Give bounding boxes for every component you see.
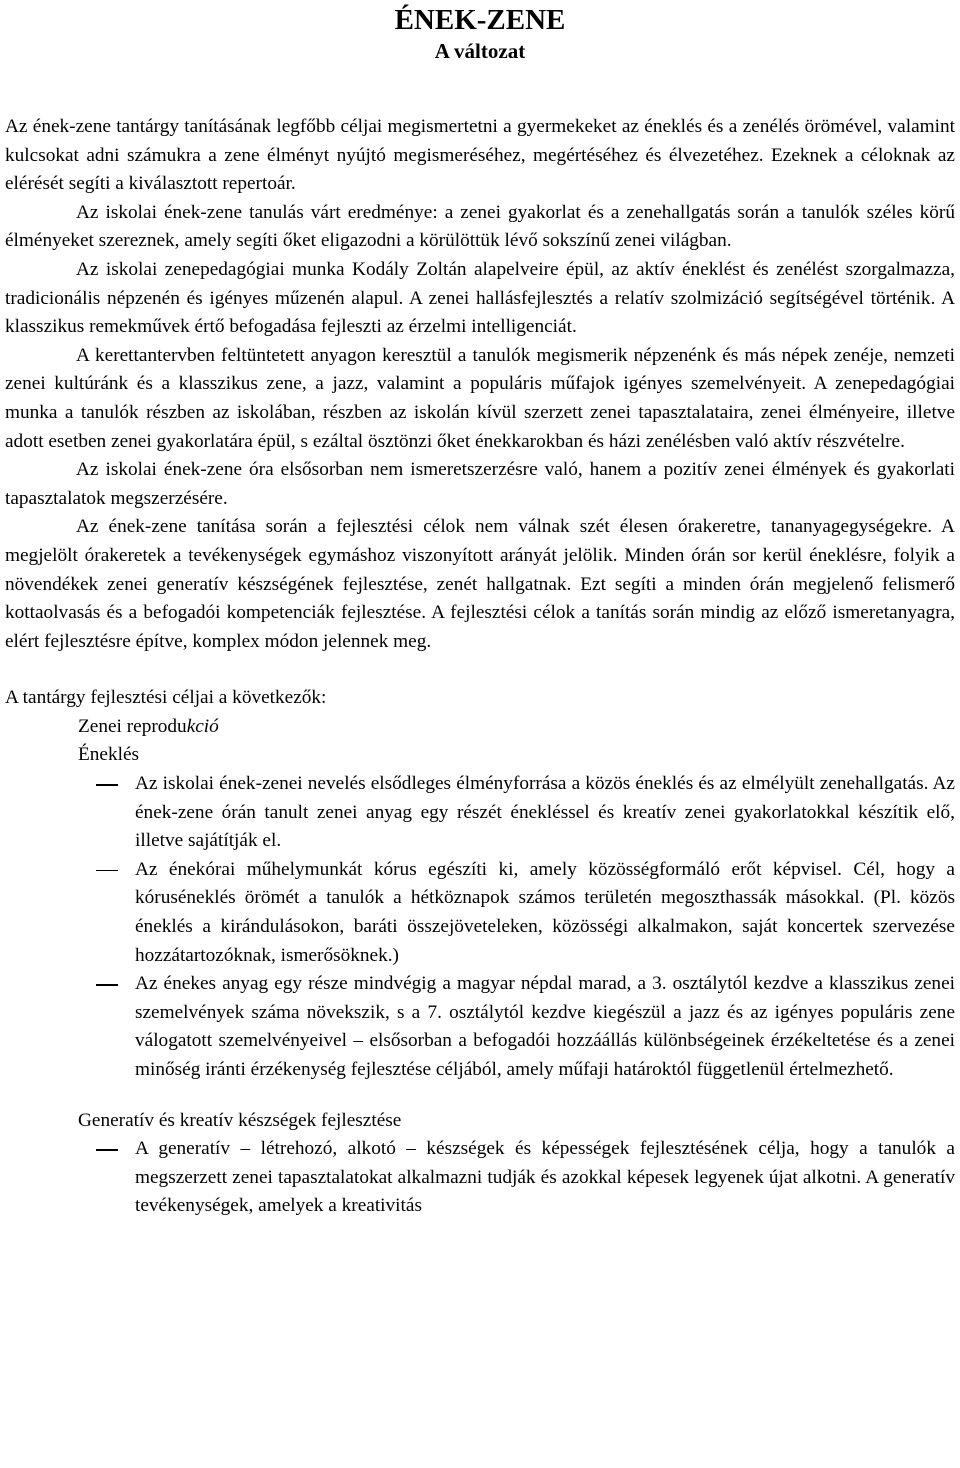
- paragraph: Az iskolai ének-zene tanulás várt eredménye: a zenei gyakorlat és a zenehallgatás során a tanulók széles körű élményeket szereznek, amely segíti őket eligazodni a körülöttük lévő sokszínű zenei világban.: [5, 201, 955, 252]
- list-item: [5, 770, 955, 856]
- generative-list: [5, 1135, 955, 1221]
- spacer: [5, 656, 955, 684]
- singing-list: [5, 770, 955, 1085]
- paragraph-intro: Az ének-zene tantárgy tanításának legfőbb céljai megismertetni a gyermekeket az éneklés és a zenélés örömével, valamint kulcsokat adni számukra a zene élményt nyújtó megismeréséhez, megértéséhez és élvezetéhez. Ezeknek a céloknak az elérését segíti a kiválasztott repertoár.: [5, 116, 955, 195]
- dash-bullet-icon: [96, 984, 118, 986]
- subsection-heading-singing: Éneklés: [78, 744, 140, 766]
- dash-bullet-icon: [96, 870, 118, 872]
- document-body: [5, 113, 955, 1221]
- paragraph: Az iskolai ének-zene óra elsősorban nem ismeretszerzésre való, hanem a pozitív zenei élmények és gyakorlati tapasztalatok megszerzésére.: [5, 459, 955, 509]
- paragraph: A kerettantervben feltüntetett anyagon keresztül a tanulók megismerik népzenénk és más népek zenéje, nemzeti zenei kultúránk és a klasszikus zene, a jazz, valamint a populáris műfajok igényes szemelvényeit. A zenepedagógiai munka a tanulók részben az iskolában, részben az iskolán kívül szerzett zenei tapasztalataira, zenei élményeire, illetve adott esetben zenei gyakorlatára épül, s ezáltal ösztönzi őket énekkarokban és házi zenélésben való aktív részvételre.: [5, 344, 955, 452]
- list-item-text: A generatív – létrehozó, alkotó – készségek és képességek fejlesztésének célja, hogy a tanulók a megszerzett zenei tapasztalatokat alkalmazni tudják és azokkal képesek legyenek újat alkotni. A generatív tevékenységek, amelyek a kreativitás: [135, 1138, 955, 1217]
- spacer: [5, 1085, 955, 1107]
- list-item-text: Az énekórai műhelymunkát kórus egészíti ki, amely közösségformáló erőt képvisel. Cél, hogy a kóruséneklés örömét a tanulók a hétköznapok számos területén megoszthassák másokkal. (Pl. közös éneklés a kirándulásokon, baráti összejöveteleken, közösségi alkalmakon, saját koncertek szervezése hozzátartozóknak, ismerősöknek.): [135, 858, 955, 966]
- goals-intro: A tantárgy fejlesztési céljai a következők:: [5, 687, 327, 709]
- paragraph: Az ének-zene tanítása során a fejlesztési célok nem válnak szét élesen órakeretre, tananyagegységekre. A megjelölt órakeretek a tevékenységek egymáshoz viszonyított arányát jelölik. Minden órán sor kerül éneklésre, folyik a növendékek zenei generatív készségének fejlesztése, zenét hallgatnak. Ezt segíti a minden órán megjelenő felismerő kottaolvasás és a befogadói kompetenciák fejlesztése. A fejlesztési célok a tanítás során mindig az előző ismeretanyagra, elért fejlesztésre építve, komplex módon jelennek meg.: [5, 516, 955, 652]
- list-item: [5, 1135, 955, 1221]
- heading-text-italic: kció: [186, 715, 219, 737]
- paragraph: Az iskolai zenepedagógiai munka Kodály Zoltán alapelveire épül, az aktív éneklést és zenélést szorgalmazza, tradicionális népzenén és igényes műzenén alapul. A zenei hallásfejlesztés a relatív szolmizáció segítségével történik. A klasszikus remekművek értő befogadása fejleszti az érzelmi intelligenciát.: [5, 258, 955, 338]
- section-heading-generative: Generatív és kreatív készségek fejlesztése: [78, 1109, 402, 1131]
- list-item-text: Az énekes anyag egy része mindvégig a magyar népdal marad, a 3. osztálytól kezdve a klasszikus zenei szemelvények száma növekszik, s a 7. osztálytól kezdve kiegészül a jazz és az igényes populáris zene válogatott szemelvényeivel – elsősorban a befogadói hozzáállás különbségeinek érzékeltetése és a zenei minőség iránti érzékenység fejlesztése céljából, amely műfaji határoktól függetlenül értelmezhető.: [135, 973, 955, 1080]
- page-title: ÉNEK-ZENE: [394, 4, 566, 36]
- heading-text: Zenei reprodu: [78, 715, 187, 737]
- dash-bullet-icon: [96, 1149, 118, 1151]
- list-item: [5, 856, 955, 970]
- list-item-text: Az iskolai ének-zenei nevelés elsődleges élményforrása a közös éneklés és az elmélyült zenehallgatás. Az ének-zene órán tanult zenei anyag egy részét énekléssel és kreatív zenei gyakorlatokkal készítik elő, illetve sajátítják el.: [135, 773, 955, 852]
- list-item: [5, 970, 955, 1084]
- page-subtitle: A változat: [434, 39, 526, 63]
- dash-bullet-icon: [96, 784, 118, 786]
- section-heading-reproduction: [78, 713, 955, 742]
